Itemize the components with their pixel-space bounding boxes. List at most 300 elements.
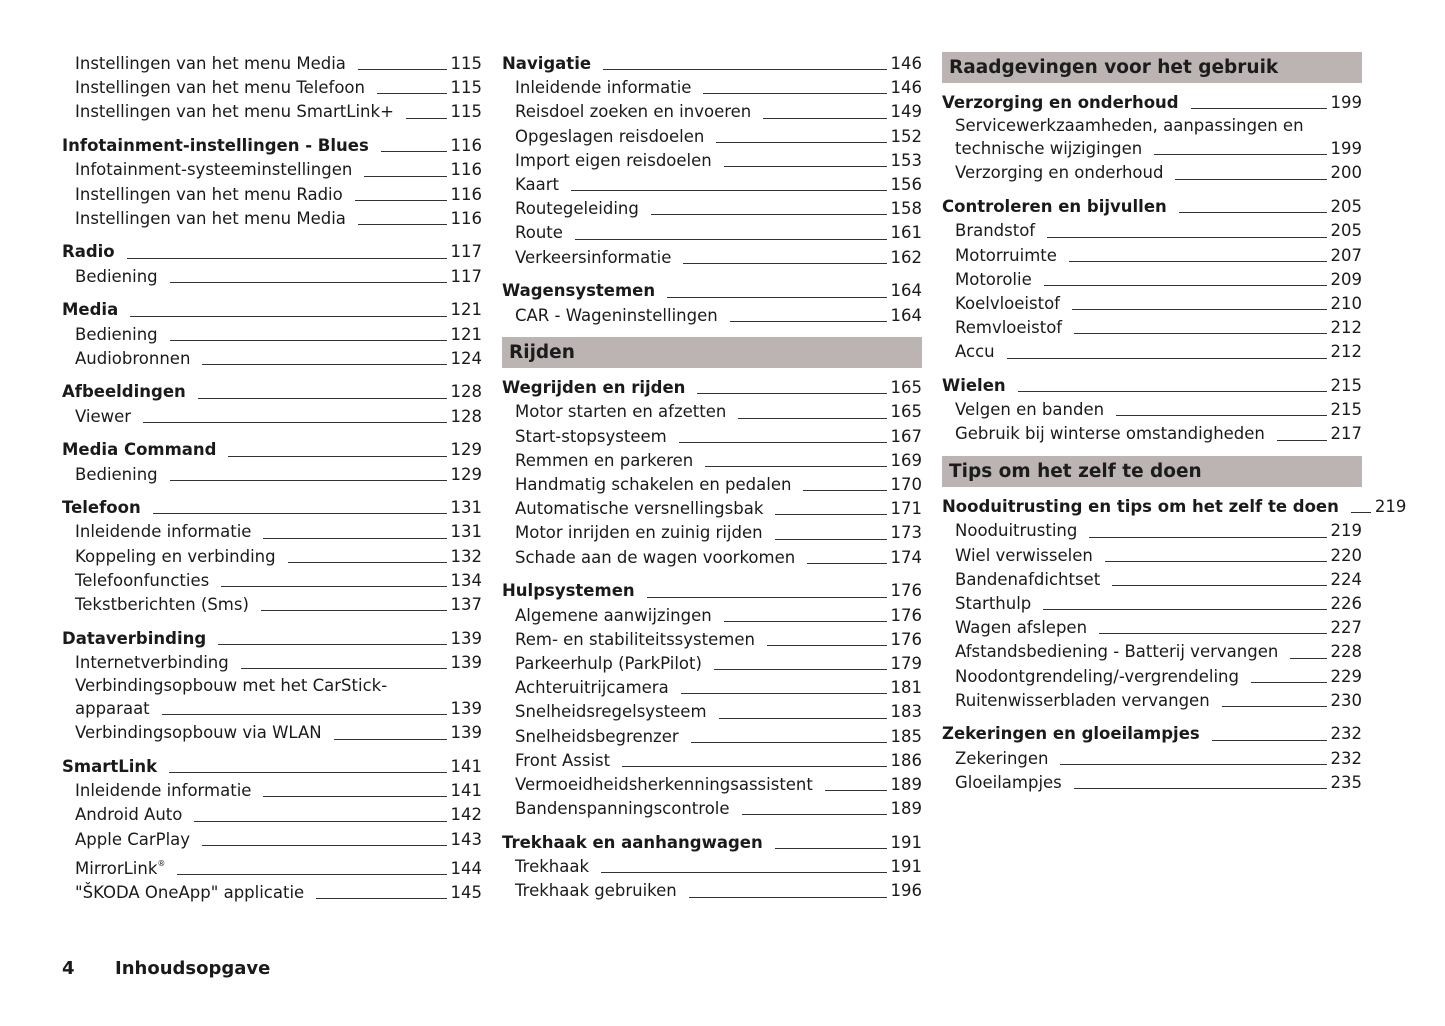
toc-entry-link[interactable] [502, 652, 922, 676]
leader-line [364, 176, 446, 177]
toc-entry-text: Media [62, 300, 119, 320]
toc-group [942, 374, 1362, 447]
leader-line [1116, 415, 1326, 416]
leader-line [381, 151, 447, 152]
leader-line [1044, 285, 1327, 286]
page-ref: 217 [1330, 424, 1362, 444]
page-ref: 132 [450, 546, 482, 566]
toc-entry-text: Motor starten en afzetten [515, 402, 727, 422]
leader-line [691, 742, 887, 743]
toc-chapter-link[interactable] [62, 240, 482, 264]
page-ref: 161 [890, 223, 922, 243]
leader-line [719, 718, 887, 719]
toc-entry-text: Apple CarPlay [75, 829, 191, 849]
toc-entry-text: Audiobronnen [75, 348, 191, 368]
page-ref: 179 [890, 653, 922, 673]
toc-entry-link[interactable] [942, 422, 1362, 446]
toc-entry-title [942, 91, 1179, 115]
toc-group [62, 52, 482, 125]
leader-line [358, 69, 447, 70]
toc-entry-title [75, 697, 150, 721]
toc-entry-text: Remmen en parkeren [515, 450, 694, 470]
toc-entry-text: Parkeerhulp (ParkPilot) [515, 653, 702, 673]
toc-entry-link[interactable] [502, 855, 922, 879]
toc-entry-text: Nooduitrusting en tips om het zelf te doen [942, 497, 1339, 517]
toc-entry-link[interactable] [502, 76, 922, 100]
toc-entry-link[interactable] [942, 519, 1362, 543]
toc-entry-title [955, 592, 1031, 616]
section-header: Raadgevingen voor het gebruik [942, 52, 1362, 83]
toc-entry-link[interactable] [942, 747, 1362, 771]
page-ref: 117 [450, 242, 482, 262]
toc-entry-title [515, 197, 639, 221]
toc-entry-link[interactable] [62, 520, 482, 544]
toc-entry-text: Nooduitrusting [955, 521, 1078, 541]
toc-chapter-link[interactable] [502, 52, 922, 76]
toc-entry-link[interactable] [942, 292, 1362, 316]
toc-entry-link[interactable] [942, 340, 1362, 364]
leader-line [334, 739, 447, 740]
leader-line [697, 393, 886, 394]
toc-entry-text: Algemene aanwijzingen [515, 605, 712, 625]
toc-entry-text: Bediening [75, 266, 158, 286]
page-ref: 162 [890, 247, 922, 267]
leader-line [170, 282, 447, 283]
page-ref: 219 [1330, 521, 1362, 541]
toc-entry-title [515, 855, 589, 879]
page-ref: 153 [890, 150, 922, 170]
toc-entry-title [62, 134, 369, 158]
toc-chapter-link[interactable] [62, 134, 482, 158]
page-ref: 146 [890, 54, 922, 73]
leader-line [1072, 309, 1327, 310]
toc-entry-text: Infotainment-systeeminstellingen [75, 160, 353, 180]
leader-line [1099, 633, 1326, 634]
toc-entry-link[interactable] [62, 803, 482, 827]
toc-entry-text: Reisdoel zoeken en invoeren [515, 102, 752, 122]
toc-entry-title [75, 779, 251, 803]
toc-group [502, 579, 922, 821]
toc-entry-text: Verzorging en onderhoud [942, 93, 1179, 112]
toc-entry-title [75, 593, 249, 617]
page-ref: 227 [1330, 618, 1362, 638]
toc-entry-link[interactable] [942, 244, 1362, 268]
toc-entry-text: Bandenafdichtset [955, 569, 1101, 589]
page-ref: 158 [890, 199, 922, 219]
leader-line [681, 693, 887, 694]
toc-entry-text: Verbindingsopbouw via WLAN [75, 723, 322, 743]
leader-line [162, 714, 447, 715]
toc-entry-link[interactable] [502, 246, 922, 270]
toc-entry-link[interactable] [502, 425, 922, 449]
page-ref: 149 [890, 102, 922, 122]
page-ref: 164 [890, 305, 922, 325]
leader-line [1074, 333, 1326, 334]
toc-entry-text: Trekhaak gebruiken [515, 881, 677, 901]
toc-entry-link[interactable] [62, 52, 482, 76]
page-ref: 174 [890, 547, 922, 567]
toc-chapter-link[interactable] [62, 627, 482, 651]
page-ref: 176 [890, 581, 922, 601]
leader-line [263, 538, 446, 539]
toc-entry-title [515, 497, 763, 521]
leader-line [288, 562, 447, 563]
toc-entry-link[interactable] [62, 779, 482, 803]
toc-entry-title [942, 722, 1200, 746]
toc-entry-link[interactable] [502, 725, 922, 749]
leader-line [218, 644, 446, 645]
toc-entry-text: Front Assist [515, 750, 611, 770]
toc-entry-title [955, 519, 1077, 543]
page-ref: 232 [1330, 724, 1362, 744]
toc-entry-text: Routegeleiding [515, 199, 639, 219]
page-ref: 215 [1330, 400, 1362, 420]
toc-entry-text: Android Auto [75, 805, 183, 825]
leader-line [1112, 585, 1326, 586]
toc-entry-title [955, 568, 1100, 592]
leader-line [1007, 358, 1327, 359]
toc-chapter-link[interactable] [502, 279, 922, 303]
toc-entry-link[interactable] [62, 265, 482, 289]
toc-entry-link[interactable] [502, 749, 922, 773]
page-ref: 121 [450, 300, 482, 320]
toc-entry-text: Telefoon [62, 498, 141, 518]
leader-line [1290, 658, 1326, 659]
toc-entry-title [75, 721, 322, 745]
toc-entry-link[interactable] [942, 268, 1362, 292]
toc-chapter-link[interactable] [942, 495, 1407, 519]
toc-entry-text: Bediening [75, 464, 158, 484]
toc-entry-link[interactable] [942, 592, 1362, 616]
page-ref: 156 [890, 175, 922, 195]
toc-entry-link[interactable] [62, 721, 482, 745]
page-ref: 215 [1330, 376, 1362, 396]
leader-line [651, 214, 887, 215]
page-ref: 229 [1330, 666, 1362, 686]
page-ref: 176 [890, 605, 922, 625]
toc-entry-link[interactable] [62, 323, 482, 347]
leader-line [194, 821, 446, 822]
leader-line [1154, 154, 1326, 155]
leader-line [724, 166, 887, 167]
toc-entry-title [515, 149, 712, 173]
page-ref: 165 [890, 378, 922, 398]
page-ref: 205 [1330, 197, 1362, 217]
leader-line [1251, 682, 1327, 683]
toc-entry-title [515, 604, 712, 628]
toc-entry-title [75, 265, 158, 289]
toc-entry-title [515, 628, 755, 652]
toc-entry-link[interactable] [62, 569, 482, 593]
toc-entry-link[interactable] [502, 546, 922, 570]
page-ref: 228 [1330, 642, 1362, 662]
toc-entry-text: Trekhaak [515, 857, 590, 877]
leader-line [803, 490, 886, 491]
toc-entry-link[interactable] [62, 697, 482, 721]
toc-entry-link[interactable] [942, 544, 1362, 568]
toc-entry-title [75, 803, 182, 827]
page-ref: 169 [890, 450, 922, 470]
toc-chapter-link[interactable] [502, 376, 922, 400]
toc-entry-link[interactable] [502, 197, 922, 221]
toc-entry-link[interactable] [502, 497, 922, 521]
toc-entry-link[interactable] [62, 593, 482, 617]
toc-entry-link[interactable] [62, 347, 482, 371]
toc-group [942, 91, 1362, 186]
toc-entry-link[interactable] [502, 676, 922, 700]
toc-group [62, 627, 482, 746]
toc-entry-title [502, 579, 635, 603]
toc-entry-link[interactable] [502, 449, 922, 473]
toc-entry-title [515, 221, 563, 245]
toc-entry-link[interactable] [62, 545, 482, 569]
toc-entry-title [75, 52, 346, 76]
page-ref: 183 [890, 702, 922, 722]
leader-line [263, 796, 446, 797]
toc-entry-link[interactable] [942, 137, 1362, 161]
toc-entry-title [515, 725, 679, 749]
toc-entry-link[interactable] [502, 304, 922, 328]
toc-entry-text: Hulpsystemen [502, 581, 635, 601]
toc-entry-link[interactable] [942, 219, 1362, 243]
toc-entry-text: Automatische versnellingsbak [515, 499, 764, 519]
toc-entry-title [75, 852, 165, 881]
leader-line [724, 621, 887, 622]
toc-entry-text: Motorruimte [955, 245, 1057, 265]
toc-entry-title [515, 173, 559, 197]
toc-entry-title [75, 463, 158, 487]
toc-chapter-link[interactable] [62, 755, 482, 779]
leader-line [202, 364, 446, 365]
page-footer [62, 958, 270, 979]
toc-chapter-link[interactable] [62, 496, 482, 520]
page-ref: 129 [450, 464, 482, 484]
toc-entry-title [62, 627, 206, 651]
toc-chapter-link[interactable] [942, 374, 1362, 398]
page-ref: 129 [450, 440, 482, 460]
leader-line [622, 766, 886, 767]
toc-entry-text: Accu [955, 342, 995, 362]
leader-line [228, 456, 446, 457]
toc-entry-link[interactable] [62, 100, 482, 124]
page-ref: 124 [450, 348, 482, 368]
toc-entry-title [75, 520, 251, 544]
page-ref: 117 [450, 266, 482, 286]
page-ref: 173 [890, 523, 922, 543]
leader-line [177, 874, 446, 875]
toc-entry-link[interactable] [942, 640, 1362, 664]
toc-entry-title [955, 137, 1142, 161]
toc-entry-text: Verkeersinformatie [515, 247, 672, 267]
toc-entry-title [515, 449, 693, 473]
leader-line [571, 190, 886, 191]
toc-group [502, 52, 922, 270]
toc-entry-title [75, 183, 343, 207]
toc-entry-link[interactable] [62, 651, 482, 675]
toc-chapter-link[interactable] [942, 722, 1362, 746]
toc-entry-title [955, 292, 1060, 316]
toc-entry-text: Controleren en bijvullen [942, 197, 1167, 217]
toc-entry-link[interactable] [502, 521, 922, 545]
toc-entry-text: Wagen afslepen [955, 618, 1088, 638]
page-ref: 143 [450, 829, 482, 849]
toc-entry-link[interactable] [942, 398, 1362, 422]
toc-chapter-link[interactable] [62, 380, 482, 404]
page-ref: 191 [890, 832, 922, 852]
leader-line [775, 514, 886, 515]
toc-entry-text: Verzorging en onderhoud [955, 163, 1164, 183]
page-ref: 139 [450, 652, 482, 672]
toc-chapter-link[interactable] [502, 831, 922, 855]
toc-entry-link[interactable] [502, 100, 922, 124]
leader-line [775, 539, 887, 540]
toc-entry-text: Motorolie [955, 269, 1032, 289]
toc-entry-link[interactable] [502, 221, 922, 245]
leader-line [705, 466, 886, 467]
toc-entry-link[interactable] [502, 604, 922, 628]
toc-entry-text: Route [515, 223, 563, 243]
toc-entry-title [515, 797, 730, 821]
toc-entry-text: Instellingen van het menu SmartLink+ [75, 102, 394, 122]
page-ref: 212 [1330, 342, 1362, 362]
toc-entry-link[interactable] [502, 628, 922, 652]
toc-entry-link[interactable] [502, 700, 922, 724]
leader-line [406, 118, 447, 119]
leader-line [1018, 391, 1327, 392]
toc-entry-link[interactable] [502, 797, 922, 821]
leader-line [202, 845, 446, 846]
toc-entry-title [515, 400, 726, 424]
toc-entry-text: Trekhaak en aanhangwagen [502, 832, 763, 852]
toc-entry-title-line: Verbindingsopbouw met het CarStick- [75, 676, 388, 696]
toc-group [502, 376, 922, 570]
toc-entry-text: Bandenspanningscontrole [515, 799, 730, 819]
leader-line [1105, 561, 1327, 562]
toc-entry-title [955, 219, 1035, 243]
leader-line [775, 848, 887, 849]
leader-line [198, 398, 447, 399]
toc-entry-title [62, 240, 115, 264]
page-ref: 232 [1330, 748, 1362, 768]
toc-entry-link[interactable] [942, 665, 1362, 689]
toc-entry-link[interactable] [942, 771, 1362, 795]
toc-entry-title [75, 100, 394, 124]
toc-entry-title [75, 828, 190, 852]
toc-entry-text: Dataverbinding [62, 628, 207, 648]
toc-entry-text: Viewer [75, 406, 132, 426]
page-ref: 235 [1330, 772, 1362, 792]
toc-entry-link[interactable] [62, 158, 482, 182]
toc-entry-link[interactable] [942, 616, 1362, 640]
leader-line [170, 480, 447, 481]
page-ref: 226 [1330, 593, 1362, 613]
toc-entry-link[interactable] [502, 879, 922, 903]
page-ref: 191 [890, 857, 922, 877]
toc-entry-link[interactable] [62, 183, 482, 207]
toc-entry-title [515, 652, 702, 676]
toc-entry-link[interactable] [62, 881, 482, 905]
toc-entry-text: Starthulp [955, 593, 1032, 613]
toc-entry-text: Handmatig schakelen en pedalen [515, 475, 792, 495]
toc-entry-text: Motor inrijden en zuinig rijden [515, 523, 763, 543]
leader-line [170, 340, 447, 341]
toc-entry-link[interactable] [62, 405, 482, 429]
toc-chapter-link[interactable] [942, 195, 1362, 219]
toc-entry-link[interactable] [942, 689, 1362, 713]
leader-line [647, 597, 887, 598]
toc-entry-link[interactable] [942, 161, 1362, 185]
toc-entry-title [502, 279, 655, 303]
toc-entry-text: Zekeringen en gloeilampjes [942, 724, 1200, 744]
toc-chapter-link[interactable] [942, 91, 1362, 115]
toc-entry-link[interactable] [502, 400, 922, 424]
toc-entry-link[interactable] [62, 463, 482, 487]
toc-entry-link[interactable] [502, 773, 922, 797]
toc-entry-link[interactable] [62, 828, 482, 852]
toc-entry-link[interactable] [502, 125, 922, 149]
toc-entry-title [62, 438, 216, 462]
toc-entry-text: "ŠKODA OneApp" applicatie [75, 883, 305, 903]
toc-entry-title [515, 76, 691, 100]
leader-line [241, 668, 447, 669]
page-ref: 139 [450, 723, 482, 743]
toc-entry-title [515, 676, 669, 700]
toc-entry-link[interactable] [62, 852, 482, 881]
leader-line [377, 93, 447, 94]
page-ref: 115 [450, 54, 482, 73]
page-ref: 121 [450, 324, 482, 344]
page-ref: 116 [450, 136, 482, 156]
toc-entry-text: Schade aan de wagen voorkomen [515, 547, 796, 567]
leader-line [730, 321, 887, 322]
toc-entry-text: Kaart [515, 175, 560, 195]
toc-chapter-link[interactable] [62, 438, 482, 462]
toc-entry-link[interactable] [942, 316, 1362, 340]
toc-chapter-link[interactable] [62, 298, 482, 322]
leader-line [221, 586, 446, 587]
leader-line [703, 93, 886, 94]
toc-entry-text: Bediening [75, 324, 158, 344]
leader-line [742, 814, 887, 815]
toc-entry-title [502, 52, 591, 76]
toc-chapter-link[interactable] [502, 579, 922, 603]
toc-entry-text: Wagensystemen [502, 281, 656, 301]
page-ref: 146 [890, 78, 922, 98]
page-ref: 152 [890, 126, 922, 146]
toc-entry-text: Koelvloeistof [955, 293, 1060, 313]
toc-entry-link[interactable] [62, 76, 482, 100]
toc-entry-text: Media Command [62, 440, 217, 460]
toc-entry-link[interactable] [502, 173, 922, 197]
toc-entry-link[interactable] [62, 207, 482, 231]
toc-entry-title [75, 405, 131, 429]
leader-line [355, 200, 447, 201]
toc-entry-link[interactable] [942, 568, 1362, 592]
toc-entry-title [62, 496, 141, 520]
toc-entry-text: Zekeringen [955, 748, 1049, 768]
toc-entry-title [515, 473, 791, 497]
toc-entry-text: Import eigen reisdoelen [515, 150, 712, 170]
leader-line [127, 258, 447, 259]
page-ref: 139 [450, 628, 482, 648]
toc-entry-title [955, 665, 1239, 689]
toc-entry-link[interactable] [502, 473, 922, 497]
toc-group [62, 298, 482, 371]
leader-line [825, 790, 887, 791]
toc-column-1 [62, 52, 482, 915]
leader-line [716, 142, 886, 143]
toc-entry-link[interactable] [502, 149, 922, 173]
